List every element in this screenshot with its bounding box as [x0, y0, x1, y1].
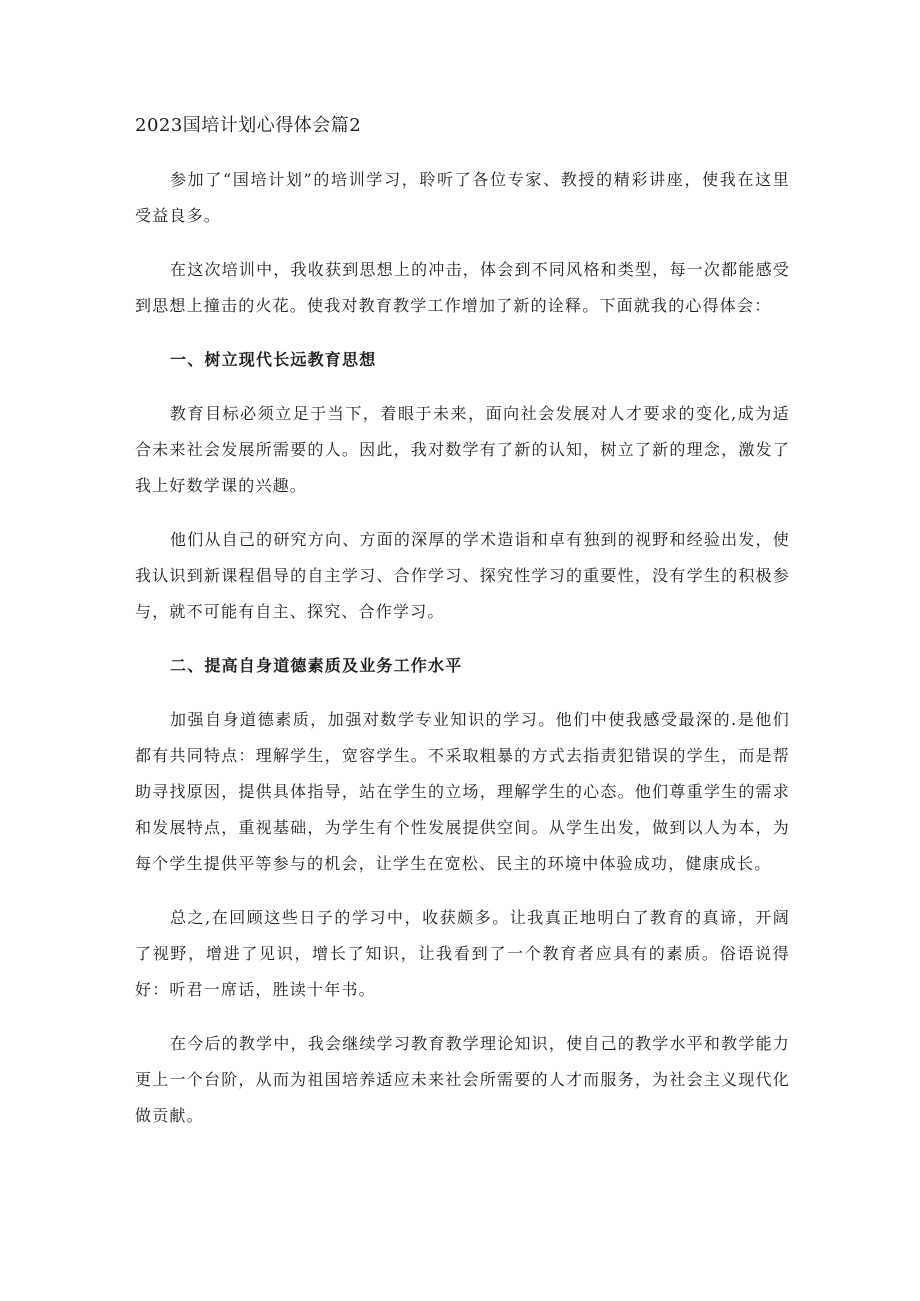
document-body — [135, 108, 790, 1134]
paragraph: 总之,在回顾这些日子的学习中，收获颇多。让我真正地明白了教育的真谛，开阔了视野，增进了见识，增长了知识，让我看到了一个教育者应具有的素质。俗语说得好：听君一席话，胜读十年书。 — [135, 908, 790, 999]
paragraph: 加强自身道德素质，加强对数学专业知识的学习。他们中使我感受最深的.是他们都有共同特点：理解学生，宽容学生。不采取粗暴的方式去指责犯错误的学生，而是帮助寻找原因，提供具体指导，站在学生的立场，理解学生的心态。他们尊重学生的需求和发展特点，重视基础，为学生有个性发展提供空间。从学生出发，做到以人为本，为每个学生提供平等参与的机会，让学生在宽松、民主的环境中体验成功，健康成长。 — [135, 710, 790, 873]
paragraph: 教育目标必须立足于当下，着眼于未来，面向社会发展对人才要求的变化,成为适合未来社会发展所需要的人。因此，我对数学有了新的认知，树立了新的理念，激发了我上好数学课的兴趣。 — [135, 404, 790, 495]
paragraph: 参加了“国培计划”的培训学习，聆听了各位专家、教授的精彩讲座，使我在这里受益良多。 — [135, 170, 790, 225]
document-title: 2023国培计划心得体会篇2 — [135, 115, 362, 136]
section-heading: 一、树立现代长远教育思想 — [170, 350, 377, 369]
paragraph: 在今后的教学中，我会继续学习教育教学理论知识，使自己的教学水平和教学能力更上一个台阶，从而为祖国培养适应未来社会所需要的人才而服务，为社会主义现代化做贡献。 — [135, 1034, 790, 1125]
section-heading: 二、提高自身道德素质及业务工作水平 — [170, 656, 463, 675]
paragraph: 他们从自己的研究方向、方面的深厚的学术造诣和卓有独到的视野和经验出发，使我认识到新课程倡导的自主学习、合作学习、探究性学习的重要性，没有学生的积极参与，就不可能有自主、探究、合作学习。 — [135, 530, 790, 621]
paragraph: 在这次培训中，我收获到思想上的冲击，体会到不同风格和类型，每一次都能感受到思想上撞击的火花。使我对教育教学工作增加了新的诠释。下面就我的心得体会： — [135, 260, 790, 315]
